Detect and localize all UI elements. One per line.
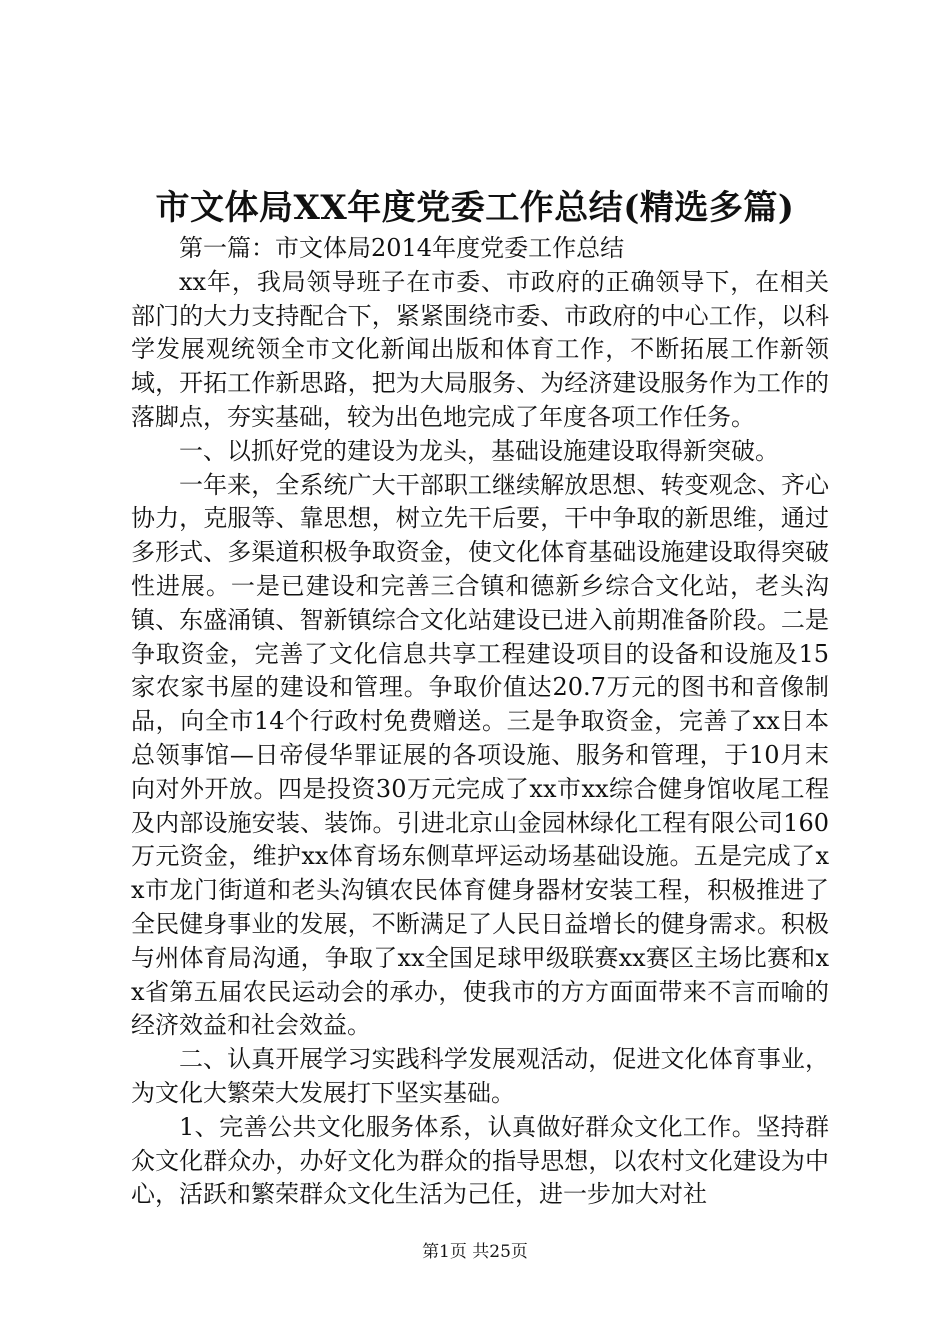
body-paragraph: 1、完善公共文化服务体系，认真做好群众文化工作。坚持群众文化群众办，办好文化为群众的指导思想，以农村文化建设为中心，活跃和繁荣群众文化生活为己任，进一步加大对社 (131, 1112, 829, 1209)
subsection-heading: 一、以抓好党的建设为龙头，基础设施建设取得新突破。 (179, 436, 779, 465)
section-heading: 第一篇：市文体局2014年度党委工作总结 (179, 234, 625, 262)
page-number: 第1页 共25页 (422, 1242, 528, 1262)
subsection-heading: 二、认真开展学习实践科学发展观活动，促进文化体育事业，为文化大繁荣大发展打下坚实基础。 (131, 1045, 829, 1107)
body-paragraph: xx年，我局领导班子在市委、市政府的正确领导下，在相关部门的大力支持配合下，紧紧围绕市委、市政府的中心工作，以科学发展观统领全市文化新闻出版和体育工作，不断拓展工作新领域，开拓工作新思路，把为大局服务、为经济建设服务作为工作的落脚点，夯实基础，较为出色地完成了年度各项工作任务。 (131, 267, 829, 431)
document-body (131, 232, 829, 1212)
body-paragraph: 一年来，全系统广大干部职工继续解放思想、转变观念、齐心协力，克服等、靠思想，树立先干后要，干中争取的新思维，通过多形式、多渠道积极争取资金，使文化体育基础设施建设取得突破性进展。一是已建设和完善三合镇和德新乡综合文化站，老头沟镇、东盛涌镇、智新镇综合文化站建设已进入前期准备阶段。二是争取资金，完善了文化信息共享工程建设项目的设备和设施及15家农家书屋的建设和管理。争取价值达20.7万元的图书和音像制品，向全市14个行政村免费赠送。三是争取资金，完善了xx日本总领事馆—日帝侵华罪证展的各项设施、服务和管理，于10月末向对外开放。四是投资30万元完成了xx市xx综合健身馆收尾工程及内部设施安装、装饰。引进北京山金园林绿化工程有限公司160万元资金，维护xx体育场东侧草坪运动场基础设施。五是完成了xx市龙门街道和老头沟镇农民体育健身器材安装工程，积极推进了全民健身事业的发展，不断满足了人民日益增长的健身需求。积极与州体育局沟通，争取了xx全国足球甲级联赛xx赛区主场比赛和xx省第五届农民运动会的承办，使我市的方方面面带来不言而喻的经济效益和社会效益。 (131, 470, 829, 1040)
document-title: 市文体局XX年度党委工作总结(精选多篇) (155, 188, 795, 228)
